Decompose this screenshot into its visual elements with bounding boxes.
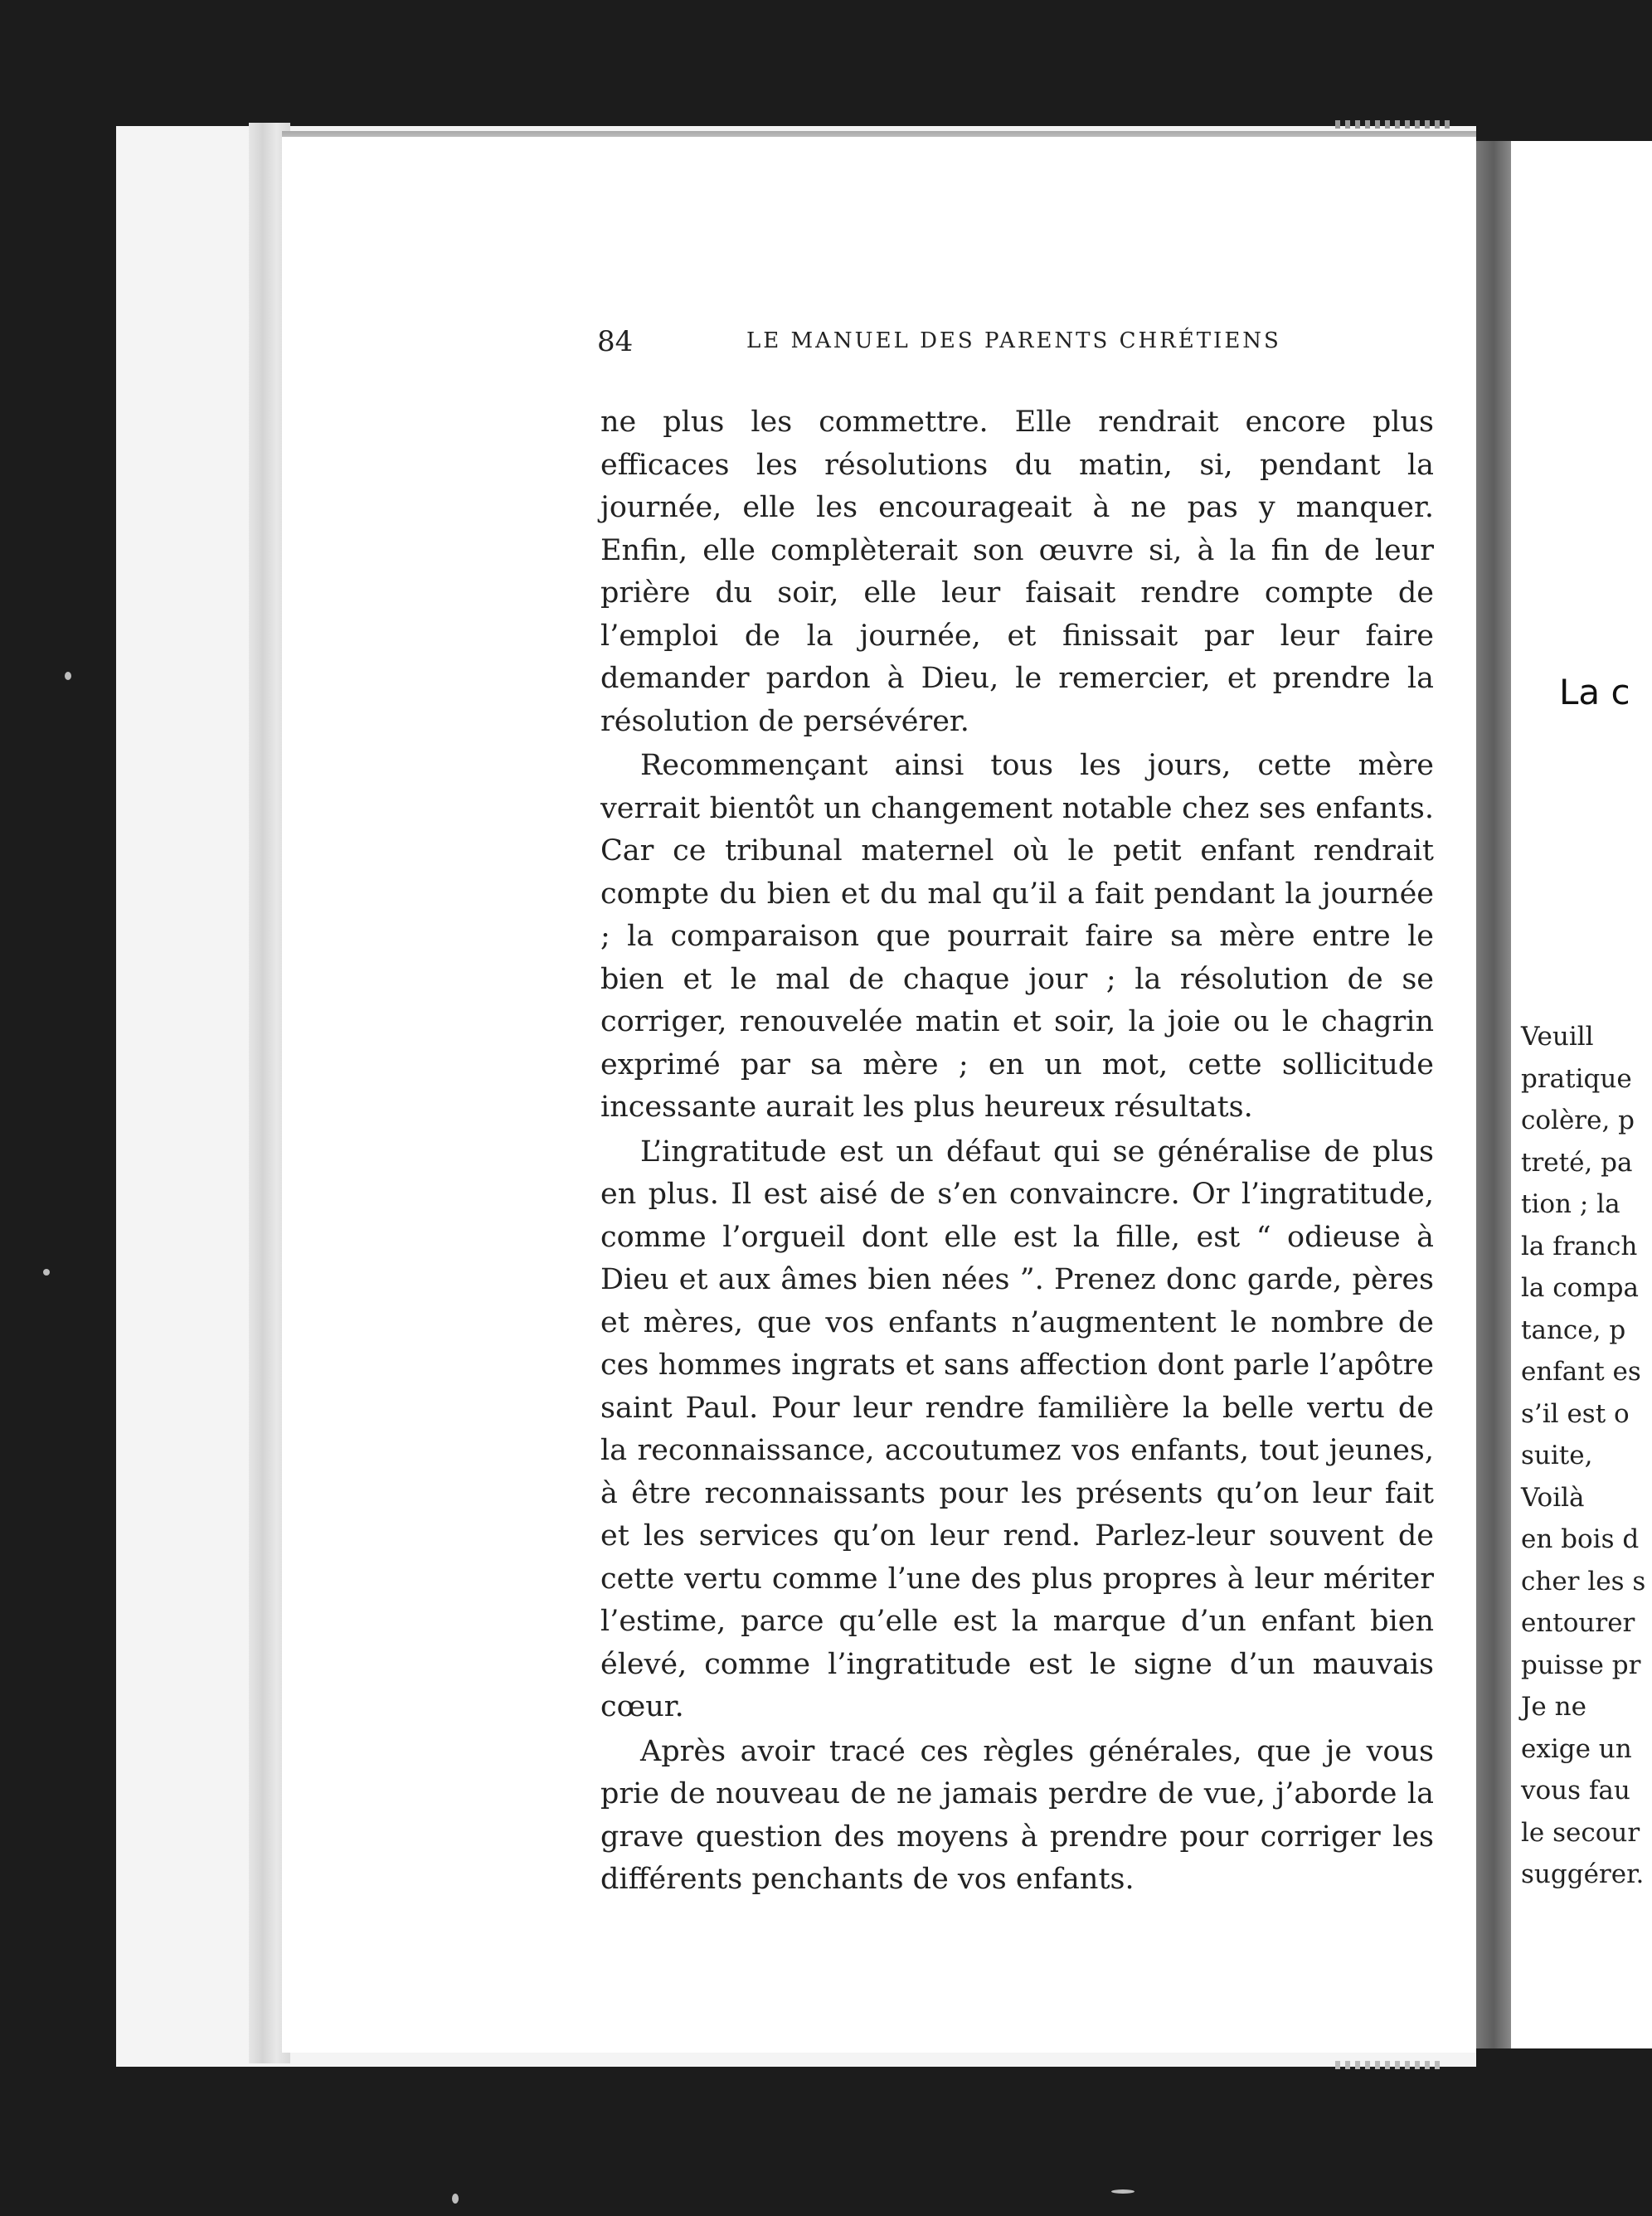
- dust-speck: [65, 672, 71, 680]
- binding-mark-bottom: [1335, 2061, 1443, 2069]
- next-page-line: exige un: [1521, 1733, 1632, 1764]
- next-page-line: tance, p: [1521, 1315, 1626, 1345]
- next-page-line: en bois d: [1521, 1524, 1640, 1554]
- next-page-line: s’il est o: [1521, 1398, 1630, 1429]
- next-page-text: [1521, 1016, 1645, 1896]
- page-header: [597, 325, 1327, 367]
- next-page-title: La c: [1559, 672, 1630, 712]
- next-page-line: enfant es: [1521, 1357, 1641, 1387]
- next-page-line: suggérer.: [1521, 1859, 1645, 1889]
- dust-speck: [452, 2194, 459, 2204]
- paragraph: L’ingratitude est un défaut qui se généralise de plus en plus. Il est aisé de s’en convaincre. Or l’ingratitude, comme l’orgueil dont elle est la fille, est “ odieuse à Dieu et aux âmes bien nées ”. Prenez donc garde, pères et mères, que vos enfants n’augmentent le nombre de ces hommes ingrats et sans affection dont parle l’apôtre saint Paul. Pour leur rendre familière la belle vertu de la reconnaissance, accoutumez vos enfants, tout jeunes, à être reconnaissants pour les présents qu’on leur fait et les services qu’on leur rend. Parlez-leur souvent de cette vertu comme l’une des plus propres à leur mériter l’estime, parce qu’elle est la marque d’un enfant bien élevé, comme l’ingratitude est le signe d’un mauvais cœur.: [600, 1135, 1434, 1723]
- next-page-line: entourer: [1521, 1608, 1635, 1638]
- next-page-line: pratique: [1521, 1063, 1632, 1094]
- next-page-line: cher les s: [1521, 1566, 1646, 1596]
- body-text: [600, 401, 1434, 1902]
- next-page-line: treté, pa: [1521, 1147, 1633, 1178]
- next-page-line: la franch: [1521, 1231, 1638, 1261]
- dust-speck: [43, 1269, 50, 1276]
- paragraph: Recommençant ainsi tous les jours, cette mère verrait bientôt un changement notable chez ses enfants. Car ce tribunal maternel où le petit enfant rendrait compte du bien et du mal qu’il a fait pendant la journée ; la comparaison que pourrait faire sa mère entre le bien et le mal de chaque jour ; la résolution de se corriger, renouvelée matin et soir, la joie ou le chagrin exprimé par sa mère ; en un mot, cette sollicitude incessante aurait les plus heureux résultats.: [600, 749, 1434, 1124]
- next-page-line: vous fau: [1521, 1776, 1630, 1805]
- next-page-line: puisse pr: [1521, 1650, 1641, 1680]
- dust-speck: [1111, 2189, 1135, 2194]
- next-page-line: colère, p: [1521, 1106, 1635, 1135]
- book-page-right: [1511, 141, 1652, 2048]
- next-page-line: suite,: [1521, 1441, 1593, 1470]
- paragraph: Après avoir tracé ces règles générales, que je vous prie de nouveau de ne jamais perdre de vue, j’aborde la grave question des moyens à prendre pour corriger les différents penchants de vos enfants.: [600, 1734, 1434, 1896]
- next-page-line: Je ne: [1521, 1692, 1586, 1722]
- running-title: LE MANUEL DES PARENTS CHRÉTIENS: [746, 328, 1281, 353]
- next-page-line: le secour: [1521, 1817, 1640, 1848]
- next-page-line: Voilà: [1521, 1482, 1585, 1513]
- page-gutter-shadow: [1476, 141, 1511, 2048]
- next-page-line: tion ; la: [1521, 1189, 1620, 1219]
- paragraph: ne plus les commettre. Elle rendrait encore plus efficaces les résolutions du matin, si, pendant la journée, elle les encourageait à ne pas y manquer. Enfin, elle complèterait son œuvre si, à la fin de leur prière du soir, elle leur faisait rendre compte de l’emploi de la journée, et finissait par leur faire demander pardon à Dieu, le remercier, et prendre la résolution de persévérer.: [600, 406, 1434, 738]
- page-number: 84: [597, 325, 634, 358]
- next-page-line: la compa: [1521, 1273, 1639, 1303]
- next-page-line: Veuill: [1521, 1022, 1594, 1052]
- binding-mark-top: [1335, 120, 1451, 129]
